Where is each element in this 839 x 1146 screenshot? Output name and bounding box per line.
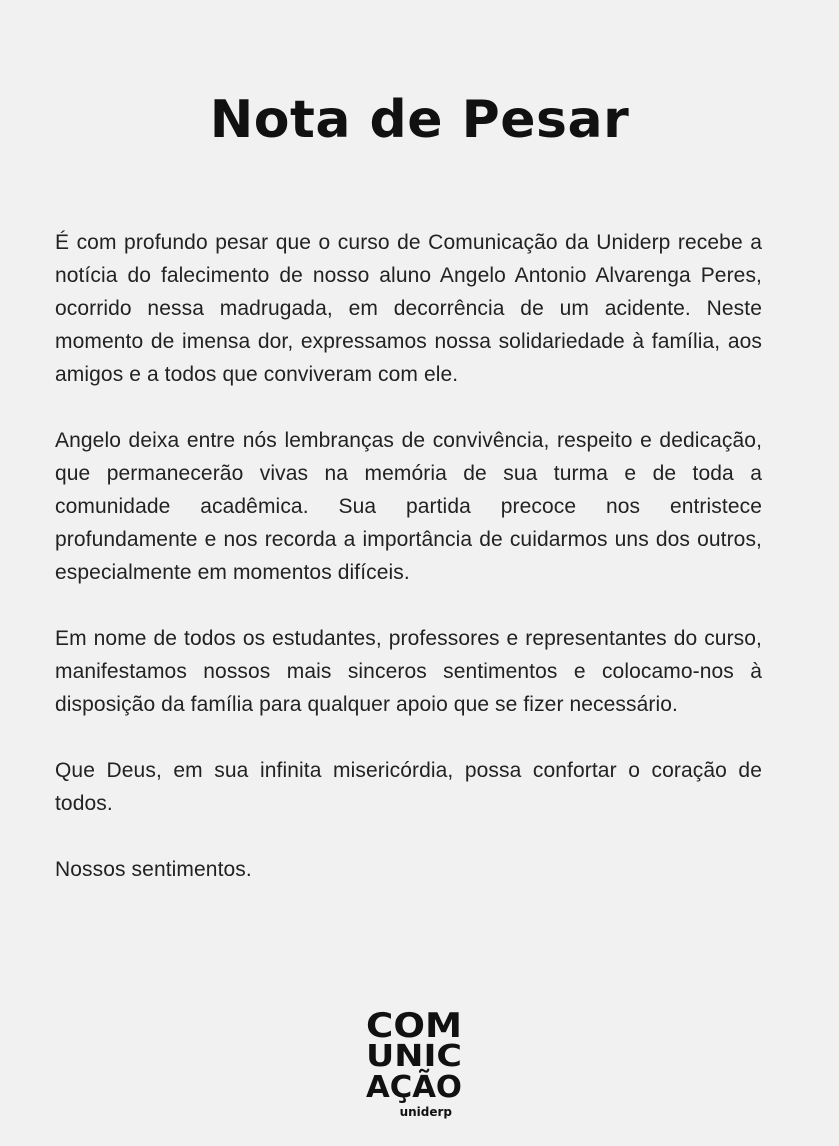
logo-sub: uniderp — [399, 1105, 452, 1119]
logo-line-1: COM — [366, 1006, 462, 1046]
comunicacao-uniderp-logo — [354, 1004, 474, 1124]
paragraph-5: Nossos sentimentos. — [55, 858, 252, 881]
paragraph-3: Em nome de todos os estudantes, professores e representantes do curso, manifestamos nossos mais sinceros sentimentos e colocamo-nos à disposição da família para qualquer apoio que se fizer necessário. — [55, 627, 762, 716]
page-title: Nota de Pesar — [209, 90, 630, 150]
paragraph-1: É com profundo pesar que o curso de Comunicação da Uniderp recebe a notícia do falecimento de nosso aluno Angelo Antonio Alvarenga Peres, ocorrido nessa madrugada, em decorrência de um acidente. Neste momento de imensa dor, expressamos nossa solidariedade à família, aos amigos e a todos que conviveram com ele. — [55, 231, 762, 386]
paragraph-2: Angelo deixa entre nós lembranças de convivência, respeito e dedicação, que permanecerão vivas na memória de sua turma e de toda a comunidade acadêmica. Sua partida precoce nos entristece profundamente e nos recorda a importância de cuidarmos uns dos outros, especialmente em momentos difíceis. — [55, 429, 762, 584]
logo-icon — [354, 1004, 474, 1124]
paragraph-4: Que Deus, em sua infinita misericórdia, possa confortar o coração de todos. — [55, 759, 762, 815]
document-body — [55, 226, 762, 919]
logo-line-2: UNIC — [366, 1039, 462, 1074]
logo-line-3: AÇÃO — [366, 1070, 460, 1105]
